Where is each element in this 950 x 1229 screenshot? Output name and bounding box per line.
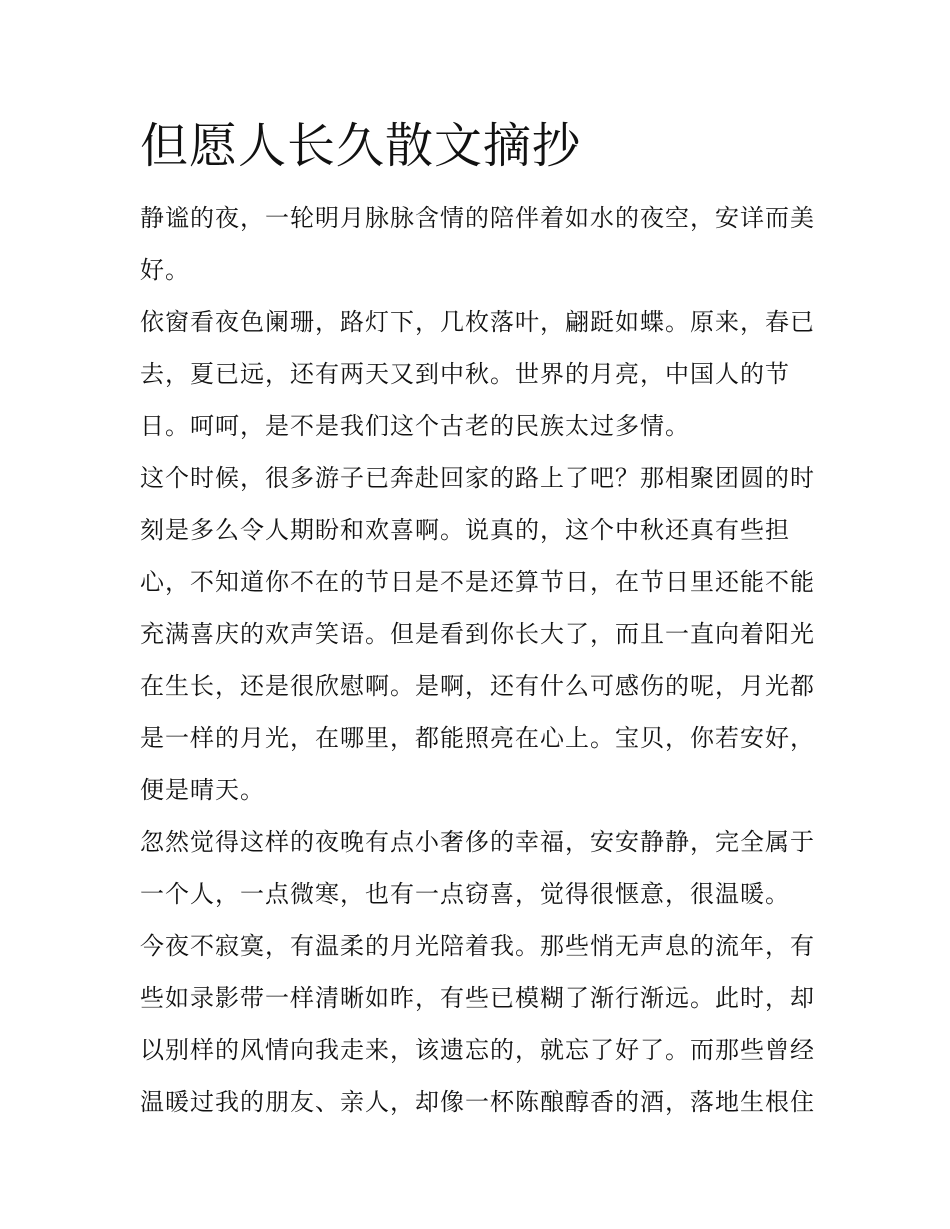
paragraph-2: 依窗看夜色阑珊，路灯下，几枚落叶，翩跹如蝶。原来，春已去，夏已远，还有两天又到中秋。世界的月亮，中国人的节日。呵呵，是不是我们这个古老的民族太过多情。 xyxy=(140,308,815,440)
paragraph-5: 今夜不寂寞，有温柔的月光陪着我。那些悄无声息的流年，有些如录影带一样清晰如昨，有些已模糊了渐行渐远。此时，却以别样的风情向我走来，该遗忘的，就忘了好了。而那些曾经温暖过我的朋友、亲人，却像一杯陈酿醇香的酒，落地生根住 xyxy=(140,932,815,1116)
paragraph-1: 静谧的夜，一轮明月脉脉含情的陪伴着如水的夜空，安详而美好。 xyxy=(140,204,815,284)
document-page xyxy=(140,110,820,1128)
page-title: 但愿人长久散文摘抄 xyxy=(140,118,582,174)
paragraph-3: 这个时候，很多游子已奔赴回家的路上了吧？那相聚团圆的时刻是多么令人期盼和欢喜啊。说真的，这个中秋还真有些担心，不知道你不在的节日是不是还算节日，在节日里还能不能充满喜庆的欢声笑语。但是看到你长大了，而且一直向着阳光在生长，还是很欣慰啊。是啊，还有什么可感伤的呢，月光都是一样的月光，在哪里，都能照亮在心上。宝贝，你若安好，便是晴天。 xyxy=(140,464,815,804)
paragraph-4: 忽然觉得这样的夜晚有点小奢侈的幸福，安安静静，完全属于一个人，一点微寒，也有一点窃喜，觉得很惬意，很温暖。 xyxy=(140,828,815,908)
